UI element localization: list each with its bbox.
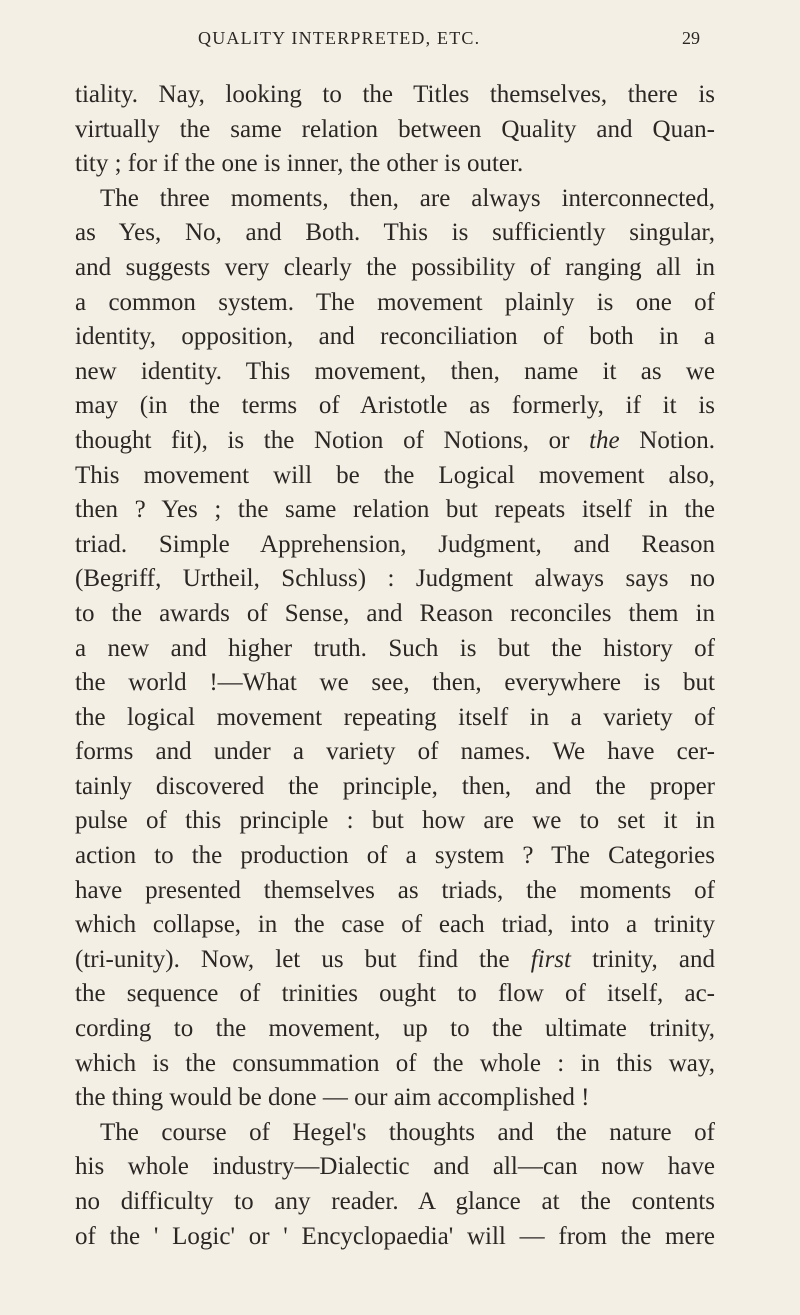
- text-line: The course of Hegel's thoughts and the nature of: [100, 1118, 715, 1146]
- text-line: (Begriff, Urtheil, Schluss) : Judgment always says no: [75, 565, 715, 593]
- text-line: forms and under a variety of names. We have cer-: [75, 738, 715, 766]
- text-run: trinity, and: [570, 945, 715, 973]
- text-line: may (in the terms of Aristotle as formerly, if it is: [75, 392, 715, 420]
- text-line: then ? Yes ; the same relation but repeats itself in the: [75, 496, 715, 524]
- text-line: his whole industry—Dialectic and all—can now have: [75, 1153, 715, 1181]
- text-line: as Yes, No, and Both. This is sufficiently singular,: [75, 219, 715, 247]
- text-line: The three moments, then, are always interconnected,: [100, 184, 715, 212]
- text-line: tiality. Nay, looking to the Titles themselves, there is: [75, 81, 715, 108]
- text-run: thought fit), is the Notion of Notions, or: [75, 426, 590, 454]
- text-line: tity ; for if the one is inner, the other is outer.: [75, 150, 524, 178]
- italic-word: the: [589, 426, 620, 454]
- text-line: new identity. This movement, then, name it as we: [75, 357, 715, 385]
- text-run: Notion.: [619, 426, 715, 454]
- text-line: which collapse, in the case of each triad, into a trinity: [75, 911, 715, 939]
- text-line: [75, 424, 715, 459]
- text-line: a common system. The movement plainly is one of: [75, 288, 715, 316]
- text-line: the thing would be done — our aim accomplished !: [75, 1084, 590, 1112]
- text-line: triad. Simple Apprehension, Judgment, and Reason: [75, 530, 715, 558]
- text-line: virtually the same relation between Quality and Quan-: [75, 115, 715, 143]
- text-line: the world !—What we see, then, everywhere is but: [75, 669, 715, 697]
- text-line: cording to the movement, up to the ultimate trinity,: [75, 1015, 715, 1043]
- text-line: tainly discovered the principle, then, and the proper: [75, 772, 715, 800]
- text-line: This movement will be the Logical movement also,: [75, 461, 715, 489]
- running-head: [88, 28, 712, 56]
- text-line: no difficulty to any reader. A glance at the contents: [75, 1188, 715, 1215]
- text-line: action to the production of a system ? The Categories: [75, 842, 715, 870]
- text-line: and suggests very clearly the possibility of ranging all in: [75, 253, 715, 281]
- text-line: the sequence of trinities ought to flow of itself, ac-: [75, 980, 715, 1008]
- text-line: the logical movement repeating itself in a variety of: [75, 703, 715, 731]
- text-line: pulse of this principle : but how are we to set it in: [75, 807, 715, 835]
- text-line: which is the consummation of the whole : in this way,: [75, 1049, 715, 1077]
- italic-word: first: [530, 945, 571, 973]
- body-text: [75, 78, 715, 1254]
- text-line: to the awards of Sense, and Reason reconciles them in: [75, 599, 715, 627]
- text-line: a new and higher truth. Such is but the history of: [75, 634, 715, 662]
- text-line: identity, opposition, and reconciliation of both in a: [75, 323, 715, 351]
- running-head-title: QUALITY INTERPRETED, ETC.: [198, 28, 481, 48]
- text-run: (tri-unity). Now, let us but find the: [75, 945, 531, 973]
- page-number: 29: [682, 28, 700, 48]
- text-line: of the ' Logic' or ' Encyclopaedia' will — from the mere: [75, 1222, 715, 1250]
- text-line: have presented themselves as triads, the moments of: [75, 876, 715, 904]
- text-line: [75, 943, 715, 978]
